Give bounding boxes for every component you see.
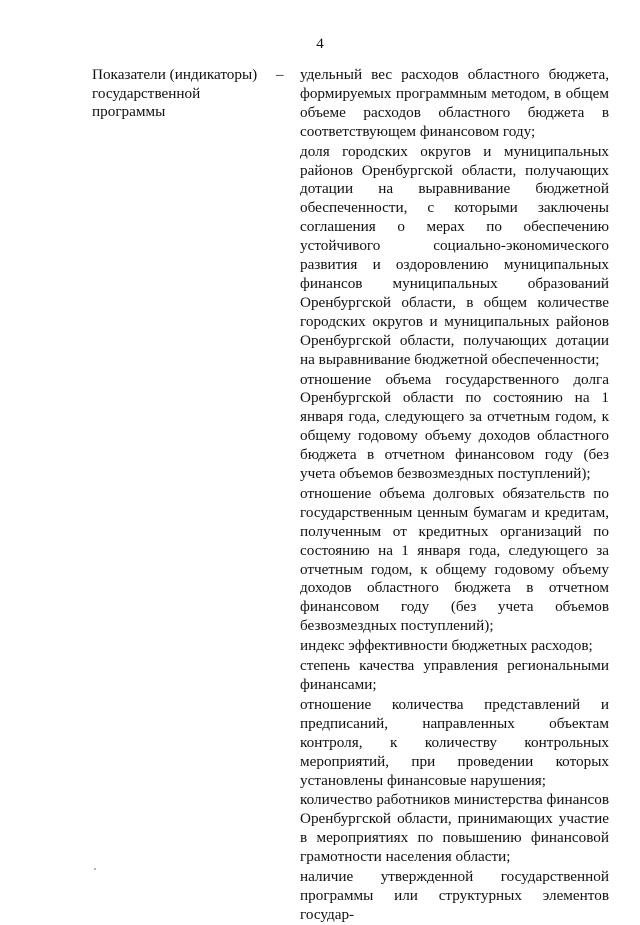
indicator-item: количество работников министерства финансов Оренбургской области, принимающих участие в мероприятиях по повышению финансовой грамотности населения области; (300, 791, 609, 866)
scan-speck (94, 868, 96, 870)
indicator-item: отношение объема государственного долга Оренбургской области по состоянию на 1 января года, следующего за отчетным годом, к общему годовому объему доходов областного бюджета в отчетном финансовом году (без учета объемов безвозмездных поступлений); (300, 370, 609, 483)
indicator-item: индекс эффективности бюджетных расходов; (300, 637, 593, 655)
indicators-list (300, 66, 609, 925)
label-dash: – (276, 66, 284, 83)
indicator-item: наличие утвержденной государственной программы или структурных элементов государ- (300, 868, 609, 923)
section-label: Показатели (индикаторы) государственной программы (92, 66, 258, 120)
indicator-item: удельный вес расходов областного бюджета, формируемых программным методом, в общем объеме расходов областного бюджета в соответствующем финансовом году; (300, 66, 609, 140)
indicator-item: степень качества управления региональными финансами; (300, 657, 609, 693)
indicator-item: отношение количества представлений и предписаний, направленных объектам контроля, к количеству контрольных мероприятий, при проведении которых установлены финансовые нарушения; (300, 695, 609, 789)
indicator-item: отношение объема долговых обязательств по государственным ценным бумагам и кредитам, полученным от кредитных организаций по состоянию на 1 января года, следующего за отчетным годом, к общему годовому объему доходов областного бюджета в отчетном финансовом году (без учета объемов безвозмездных поступлений); (300, 484, 609, 635)
indicator-item: доля городских округов и муниципальных районов Оренбургской области, получающих дотации на выравнивание бюджетной обеспеченности, с которыми заключены соглашения о мерах по обеспечению устойчивого социально-экономического развития и оздоровлению муниципальных финансов муниципальных образований Оренбургской области, в общем количестве городских округов и муниципальных районов Оренбургской области, получающих дотации на выравнивание бюджетной обеспеченности; (300, 142, 609, 368)
page-number: 4 (316, 36, 324, 52)
